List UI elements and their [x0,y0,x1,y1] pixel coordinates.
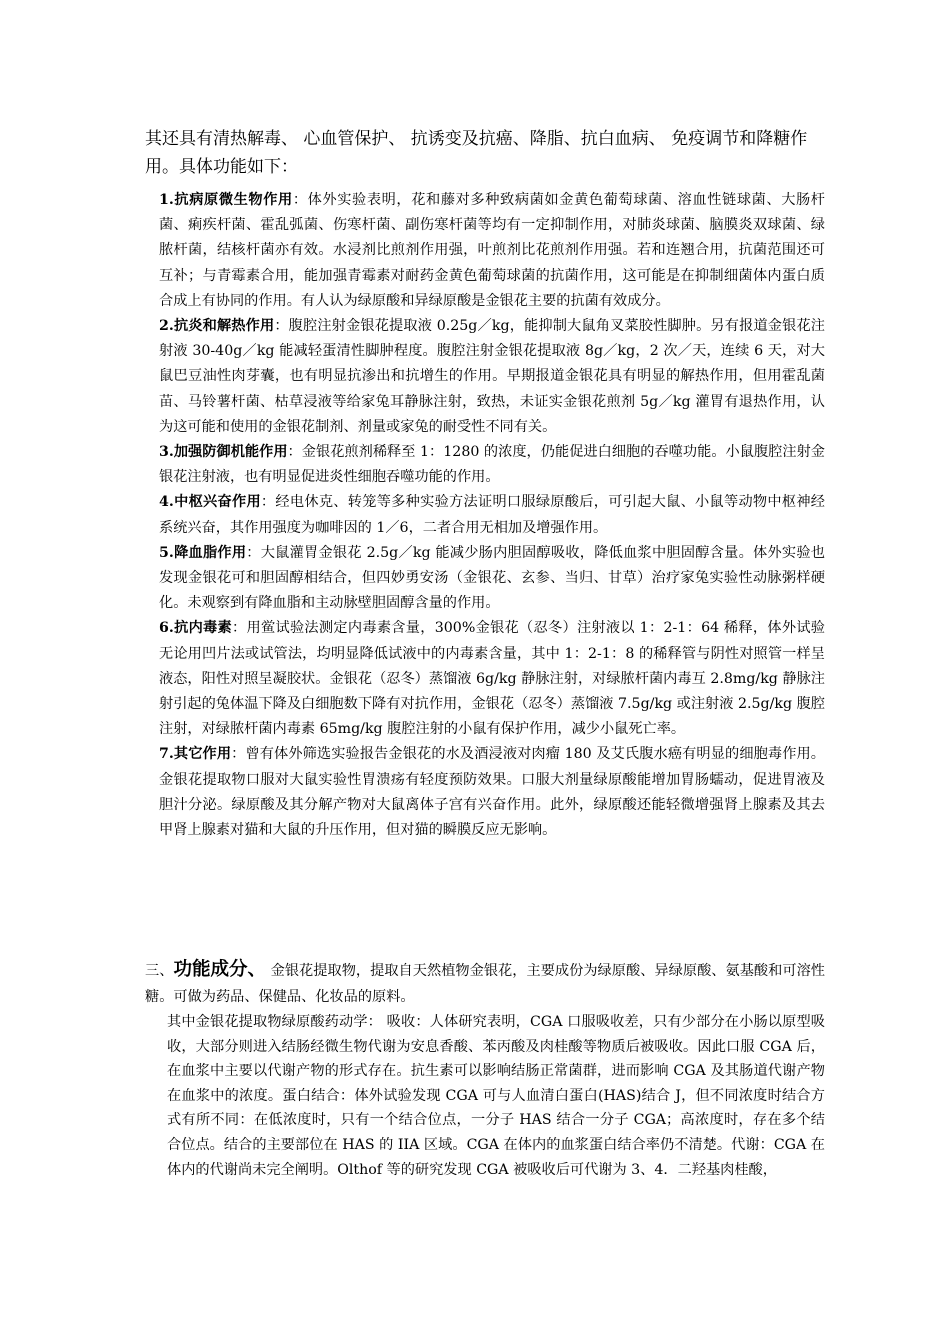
item-text: 腹腔注射金银花提取液 0.25g／kg，能抑制大鼠角叉菜胶性脚肿。另有报道金银花注射液 30-40g／kg 能减轻蛋清性脚肿程度。腹腔注射金银花提取液 8g／kg，2 次／天，连续 6 天，对大鼠巴豆油性肉芽囊，也有明显抗渗出和抗增生的作用。早期报道金银花具有明显的解热作用，但用霍乱菌苗、马铃薯杆菌、枯草浸液等给家兔耳静脉注射，致热，未证实金银花煎剂 5g／kg 灌胃有退热作用，认为这可能和使用的金银花制剂、剂量或家兔的耐受性不同有关。 [159,318,825,435]
item-text: 经电休克、转笼等多种实验方法证明口服绿原酸后，可引起大鼠、小鼠等动物中枢神经系统兴奋，其作用强度为咖啡因的 1／6，二者合用无相加及增强作用。 [159,494,825,536]
section-text: 金银花提取物，提取自天然植物金银花，主要成份为绿原酸、异绿原酸、氨基酸和可溶性糖。可做为药品、保健品、化妆品的原料。 [145,963,825,1005]
item-anti-inflammatory: 2.抗炎和解热作用：腹腔注射金银花提取液 0.25g／kg，能抑制大鼠角叉菜胶性脚肿。另有报道金银花注射液 30-40g／kg 能减轻蛋清性脚肿程度。腹腔注射金银花提取液 8g／kg，2 次／天，连续 6 天，对大鼠巴豆油性肉芽囊，也有明显抗渗出和抗增生的作用。早期报道金银花具有明显的解热作用，但用霍乱菌苗、马铃薯杆菌、枯草浸液等给家兔耳静脉注射，致热，未证实金银花煎剂 5g／kg 灌胃有退热作用，认为这可能和使用的金银花制剂、剂量或家兔的耐受性不同有关。 [159,318,825,435]
item-label: 7.其它作用 [159,746,232,763]
item-lipid: 5.降血脂作用：大鼠灌胃金银花 2.5g／kg 能减少肠内胆固醇吸收，降低血浆中胆固醇含量。体外实验也发现金银花可和胆固醇相结合，但四妙勇安汤（金银花、玄参、当归、甘草）治疗家兔实验性动脉粥样硬化。未观察到有降血脂和主动脉壁胆固醇含量的作用。 [159,544,825,612]
item-label: 6.抗内毒素 [159,620,233,637]
item-label: 3.加强防御机能作用 [159,444,288,461]
item-label: 4.中枢兴奋作用 [159,494,261,511]
item-defense: 3.加强防御机能作用：金银花煎剂稀释至 1：1280 的浓度，仍能促进白细胞的吞噬功能。小鼠腹腔注射金银花注射液，也有明显促进炎性细胞吞噬功能的作用。 [159,444,825,486]
pharmacokinetics-paragraph: 其中金银花提取物绿原酸药动学： 吸收：人体研究表明，CGA 口服吸收差，只有少部分在小肠以原型吸收，大部分则进入结肠经微生物代谢为安息香酸、苯丙酸及肉桂酸等物质后被吸收。因此口服 CGA 后，在血浆中主要以代谢产物的形式存在。抗生素可以影响结肠正常菌群，进而影响 CGA 及其肠道代谢产物在血浆中的浓度。蛋白结合：体外试验发现 CGA 可与人血清白蛋白(HAS)结合 J，但不同浓度时结合方式有所不同：在低浓度时，只有一个结合位点，一分子 HAS 结合一分子 CGA；高浓度时，存在多个结合位点。结合的主要部位在 HAS 的 IIA 区域。CGA 在体内的血浆蛋白结合率仍不清楚。代谢：CGA 在体内的代谢尚未完全阐明。Olthof 等的研究发现 CGA 被吸收后可代谢为 3、4．二羟基肉桂酸， [167,1014,825,1178]
section-functional-components [145,957,825,1182]
item-text: 金银花煎剂稀释至 1：1280 的浓度，仍能促进白细胞的吞噬功能。小鼠腹腔注射金银花注射液，也有明显促进炎性细胞吞噬功能的作用。 [159,444,825,486]
item-text: 大鼠灌胃金银花 2.5g／kg 能减少肠内胆固醇吸收，降低血浆中胆固醇含量。体外实验也发现金银花可和胆固醇相结合，但四妙勇安汤（金银花、玄参、当归、甘草）治疗家兔实验性动脉粥样硬化。未观察到有降血脂和主动脉壁胆固醇含量的作用。 [159,544,825,612]
item-text: 体外实验表明，花和藤对多种致病菌如金黄色葡萄球菌、溶血性链球菌、大肠杆菌、痢疾杆菌、霍乱弧菌、伤寒杆菌、副伤寒杆菌等均有一定抑制作用，对肺炎球菌、脑膜炎双球菌、绿脓杆菌，结核杆菌亦有效。水浸剂比煎剂作用强，叶煎剂比花煎剂作用强。若和连翘合用，抗菌范围还可互补；与青霉素合用，能加强青霉素对耐药金黄色葡萄球菌的抗菌作用，这可能是在抑制细菌体内蛋白质合成上有协同的作用。有人认为绿原酸和异绿原酸是金银花主要的抗菌有效成分。 [159,192,825,309]
item-other: 7.其它作用：曾有体外筛选实验报告金银花的水及酒浸液对肉瘤 180 及艾氏腹水癌有明显的细胞毒作用。金银花提取物口服对大鼠实验性胃溃疡有轻度预防效果。口服大剂量绿原酸能增加胃肠蠕动，促进胃液及胆汁分泌。绿原酸及其分解产物对大鼠离体子宫有兴奋作用。此外，绿原酸还能轻微增强肾上腺素及其去甲肾上腺素对猫和大鼠的升压作用，但对猫的瞬膜反应无影响。 [159,746,825,839]
item-antimicrobial: 1.抗病原微生物作用：体外实验表明，花和藤对多种致病菌如金黄色葡萄球菌、溶血性链球菌、大肠杆菌、痢疾杆菌、霍乱弧菌、伤寒杆菌、副伤寒杆菌等均有一定抑制作用，对肺炎球菌、脑膜炎双球菌、绿脓杆菌，结核杆菌亦有效。水浸剂比煎剂作用强，叶煎剂比花煎剂作用强。若和连翘合用，抗菌范围还可互补；与青霉素合用，能加强青霉素对耐药金黄色葡萄球菌的抗菌作用，这可能是在抑制细菌体内蛋白质合成上有协同的作用。有人认为绿原酸和异绿原酸是金银花主要的抗菌有效成分。 [159,192,825,309]
item-cns: 4.中枢兴奋作用：经电休克、转笼等多种实验方法证明口服绿原酸后，可引起大鼠、小鼠等动物中枢神经系统兴奋，其作用强度为咖啡因的 1／6，二者合用无相加及增强作用。 [159,494,825,536]
item-label: 1.抗病原微生物作用 [159,192,293,208]
section-title: 功能成分、 [173,959,267,980]
section-number: 三、 [145,963,174,979]
item-label: 5.降血脂作用 [159,544,247,561]
item-label: 2.抗炎和解热作用 [159,318,275,335]
function-list [145,188,825,843]
section-heading-paragraph [145,957,825,1010]
intro-paragraph: 其还具有清热解毒、 心血管保护、 抗诱变及抗癌、降脂、抗白血病、 免疫调节和降糖作用。具体功能如下： [145,129,808,177]
item-text: 用鲎试验法测定内毒素含量，300%金银花（忍冬）注射液以 1：2-1：64 稀释，体外试验无论用凹片法或试管法，均明显降低试液中的内毒素含量，其中 1：2-1：8 的稀释管与阴性对照管一样呈液态，阳性对照呈凝胶状。金银花（忍冬）蒸馏液 6g/kg 静脉注射，对绿脓杆菌内毒互 2.8mg/kg 静脉注射引起的兔体温下降及白细胞数下降有对抗作用，金银花（忍冬）蒸馏液 7.5g/kg 或注射液 2.5g/kg 腹腔注射，对绿脓杆菌内毒素 65mg/kg 腹腔注射的小鼠有保护作用，减少小鼠死亡率。 [159,620,825,738]
item-endotoxin: 6.抗内毒素：用鲎试验法测定内毒素含量，300%金银花（忍冬）注射液以 1：2-1：64 稀释，体外试验无论用凹片法或试管法，均明显降低试液中的内毒素含量，其中 1：2-1：8 的稀释管与阴性对照管一样呈液态，阳性对照呈凝胶状。金银花（忍冬）蒸馏液 6g/kg 静脉注射，对绿脓杆菌内毒互 2.8mg/kg 静脉注射引起的兔体温下降及白细胞数下降有对抗作用，金银花（忍冬）蒸馏液 7.5g/kg 或注射液 2.5g/kg 腹腔注射，对绿脓杆菌内毒素 65mg/kg 腹腔注射的小鼠有保护作用，减少小鼠死亡率。 [159,620,825,738]
item-text: 曾有体外筛选实验报告金银花的水及酒浸液对肉瘤 180 及艾氏腹水癌有明显的细胞毒作用。金银花提取物口服对大鼠实验性胃溃疡有轻度预防效果。口服大剂量绿原酸能增加胃肠蠕动，促进胃液及胆汁分泌。绿原酸及其分解产物对大鼠离体子宫有兴奋作用。此外，绿原酸还能轻微增强肾上腺素及其去甲肾上腺素对猫和大鼠的升压作用，但对猫的瞬膜反应无影响。 [159,746,825,839]
